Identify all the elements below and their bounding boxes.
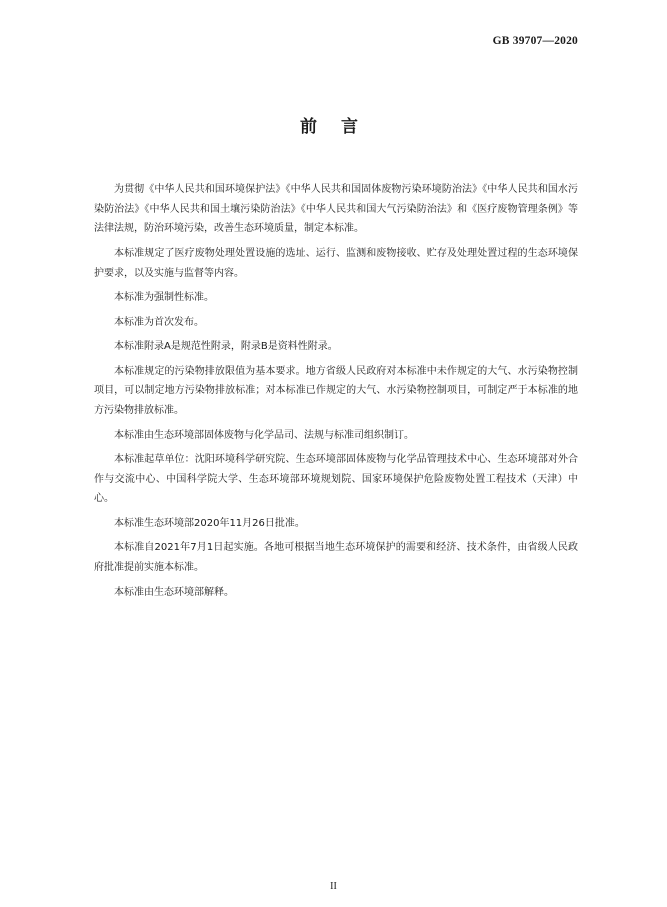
paragraph-first-release: 本标准为首次发布。 <box>114 316 204 328</box>
paragraph-approval: 本标准生态环境部2020年11月26日批准。 <box>114 517 305 529</box>
page-title: 前 言 <box>300 117 367 137</box>
paragraph-mandatory: 本标准为强制性标准。 <box>114 292 214 304</box>
paragraph-limits: 本标准规定的污染物排放限值为基本要求。地方省级人民政府对本标准中未作规定的大气、水污染物控制项目，可以制定地方污染物排放标准；对本标准已作规定的大气、水污染物控制项目，可制定严于本标准的地方污染物排放标准。 <box>94 365 578 417</box>
page-number: II <box>330 881 337 892</box>
paragraph-purpose: 为贯彻《中华人民共和国环境保护法》《中华人民共和国固体废物污染环境防治法》《中华人民共和国水污染防治法》《中华人民共和国土壤污染防治法》《中华人民共和国大气污染防治法》和《医疗废物管理条例》等法律法规，防治环境污染，改善生态环境质量，制定本标准。 <box>94 184 578 235</box>
document-body <box>94 180 578 607</box>
paragraph-appendix: 本标准附录A是规范性附录，附录B是资料性附录。 <box>114 341 338 353</box>
paragraph-implementation: 本标准自2021年7月1日起实施。各地可根据当地生态环境保护的需要和经济、技术条件，由省级人民政府批准提前实施本标准。 <box>94 542 578 574</box>
paragraph-drafting-units: 本标准起草单位：沈阳环境科学研究院、生态环境部固体废物与化学品管理技术中心、生态环境部对外合作与交流中心、中国科学院大学、生态环境部环境规划院、国家环境保护危险废物处置工程技术（天津）中心。 <box>94 454 578 505</box>
paragraph-organizer: 本标准由生态环境部固体废物与化学品司、法规与标准司组织制订。 <box>114 429 414 441</box>
standard-code: GB 39707—2020 <box>492 35 578 47</box>
paragraph-scope: 本标准规定了医疗废物处理处置设施的选址、运行、监测和废物接收、贮存及处理处置过程的生态环境保护要求，以及实施与监督等内容。 <box>94 247 578 279</box>
paragraph-interpretation: 本标准由生态环境部解释。 <box>114 586 234 598</box>
